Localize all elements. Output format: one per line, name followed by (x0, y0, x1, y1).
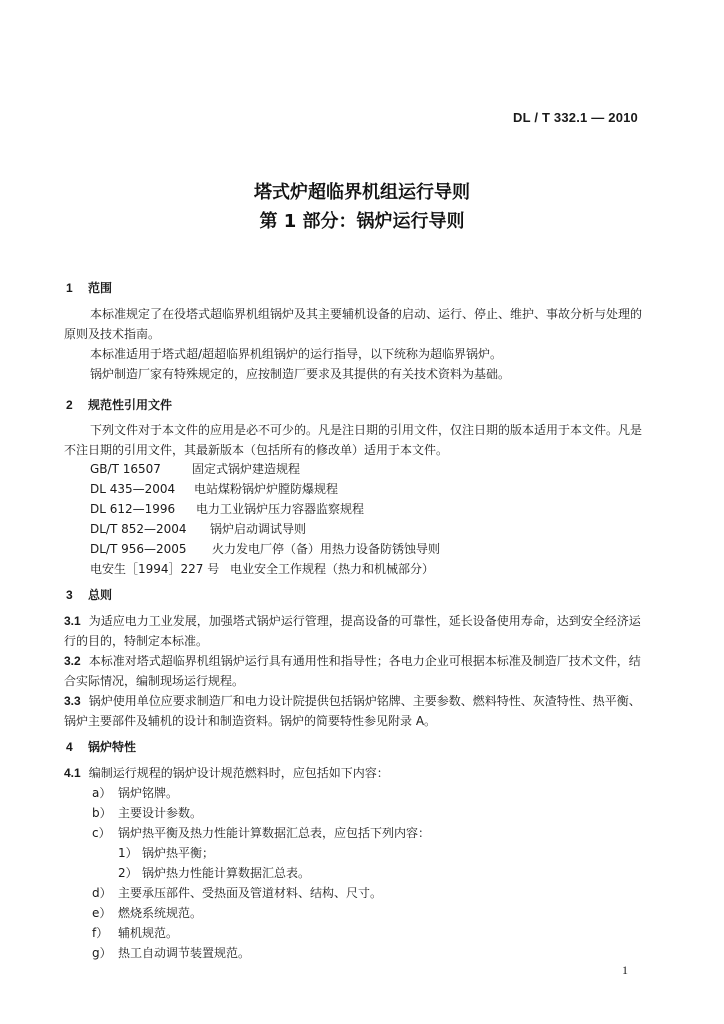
section-1-heading (66, 279, 112, 296)
section-4-heading (66, 738, 136, 755)
list-item-text: 锅炉热力性能计算数据汇总表。 (142, 866, 311, 880)
section-title: 范围 (88, 281, 113, 295)
clause-text: 本标准对塔式超临界机组锅炉运行具有通用性和指导性；各电力企业可根据本标准及制造厂技术文件，结合实际情况，编制现场运行规程。 (64, 654, 641, 688)
reference-title: 固定式锅炉建造规程 (192, 462, 301, 476)
clause-3-1 (64, 611, 646, 651)
section-number: 1 (66, 281, 73, 295)
list-item-text: 主要承压部件、受热面及管道材料、结构、尺寸。 (118, 886, 383, 900)
document-title: 塔式炉超临界机组运行导则 (254, 182, 470, 203)
section-title: 规范性引用文件 (88, 398, 173, 412)
reference-code: DL 435—2004 (90, 482, 176, 496)
reference-title: 电站煤粉锅炉炉膛防爆规程 (194, 482, 339, 496)
list-item-text: 锅炉热平衡及热力性能计算数据汇总表，应包括下列内容： (118, 826, 431, 840)
reference-code: DL/T 852—2004 (90, 522, 187, 536)
paragraph: 本标准适用于塔式超/超超临界机组锅炉的运行指导，以下统称为超临界锅炉。 (90, 347, 503, 361)
list-item-text: 辅机规范。 (118, 926, 179, 940)
list-marker: 1） (118, 846, 138, 860)
section-title: 总则 (88, 588, 113, 602)
clause-text: 为适应电力工业发展，加强塔式锅炉运行管理，提高设备的可靠性，延长设备使用寿命，达到安全经济运行的目的，特制定本标准。 (64, 614, 641, 648)
clause-text: 锅炉使用单位应要求制造厂和电力设计院提供包括锅炉铭牌、主要参数、燃料特性、灰渣特性、热平衡、锅炉主要部件及辅机的设计和制造资料。锅炉的简要特性参见附录 A。 (64, 694, 641, 728)
reference-title: 电业安全工作规程（热力和机械部分） (230, 562, 435, 576)
clause-number: 3.3 (64, 694, 81, 708)
list-item-text: 热工自动调节装置规范。 (118, 946, 251, 960)
section-number: 4 (66, 740, 73, 754)
list-item-text: 燃烧系统规范。 (118, 906, 203, 920)
section-title: 锅炉特性 (88, 740, 137, 754)
paragraph: 锅炉制造厂家有特殊规定的，应按制造厂要求及其提供的有关技术资料为基础。 (90, 367, 511, 381)
list-item (92, 883, 382, 903)
reference-title: 火力发电厂停（备）用热力设备防锈蚀导则 (212, 542, 441, 556)
sub-list-item (118, 863, 310, 883)
paragraph: 本标准规定了在役塔式超临界机组锅炉及其主要辅机设备的启动、运行、停止、维护、事故分析与处理的原则及技术指南。 (64, 307, 643, 341)
reference-item (90, 499, 364, 519)
section-3-heading (66, 586, 112, 603)
list-marker: a） (92, 786, 112, 800)
list-marker: e） (92, 906, 112, 920)
list-item (92, 943, 250, 963)
list-item-text: 主要设计参数。 (118, 806, 203, 820)
list-marker: f） (92, 926, 109, 940)
document-subtitle: 第 1 部分：锅炉运行导则 (259, 211, 465, 232)
list-marker: d） (92, 886, 112, 900)
clause-4-1 (64, 763, 389, 783)
list-marker: c） (92, 826, 111, 840)
sub-list-item (118, 843, 214, 863)
section-number: 3 (66, 588, 73, 602)
clause-number: 3.1 (64, 614, 81, 628)
list-item (92, 823, 430, 843)
list-item (92, 783, 178, 803)
standard-code: DL / T 332.1 — 2010 (513, 110, 638, 125)
clause-number: 4.1 (64, 766, 81, 780)
list-item (92, 923, 178, 943)
section-number: 2 (66, 398, 73, 412)
list-item (92, 903, 202, 923)
section-2-heading (66, 396, 172, 413)
list-marker: 2） (118, 866, 138, 880)
clause-number: 3.2 (64, 654, 81, 668)
reference-item (90, 539, 440, 559)
reference-code: DL 612—1996 (90, 502, 176, 516)
list-item-text: 锅炉热平衡； (142, 846, 215, 860)
reference-code: GB/T 16507 (90, 462, 161, 476)
paragraph: 下列文件对于本文件的应用是必不可少的。凡是注日期的引用文件，仅注日期的版本适用于本文件。凡是不注日期的引用文件，其最新版本（包括所有的修改单）适用于本文件。 (64, 423, 643, 457)
reference-code: 电安生［1994］227 号 (90, 562, 220, 576)
reference-item (90, 559, 434, 579)
list-item-text: 锅炉铭牌。 (118, 786, 179, 800)
list-marker: b） (92, 806, 112, 820)
clause-3-3 (64, 691, 646, 731)
list-item (92, 803, 202, 823)
reference-item (90, 479, 338, 499)
list-marker: g） (92, 946, 112, 960)
reference-title: 锅炉启动调试导则 (210, 522, 307, 536)
reference-title: 电力工业锅炉压力容器监察规程 (196, 502, 365, 516)
reference-item (90, 459, 300, 479)
page-number: 1 (622, 963, 628, 977)
clause-3-2 (64, 651, 646, 691)
clause-text: 编制运行规程的锅炉设计规范燃料时，应包括如下内容： (88, 766, 389, 780)
reference-code: DL/T 956—2005 (90, 542, 187, 556)
reference-item (90, 519, 306, 539)
